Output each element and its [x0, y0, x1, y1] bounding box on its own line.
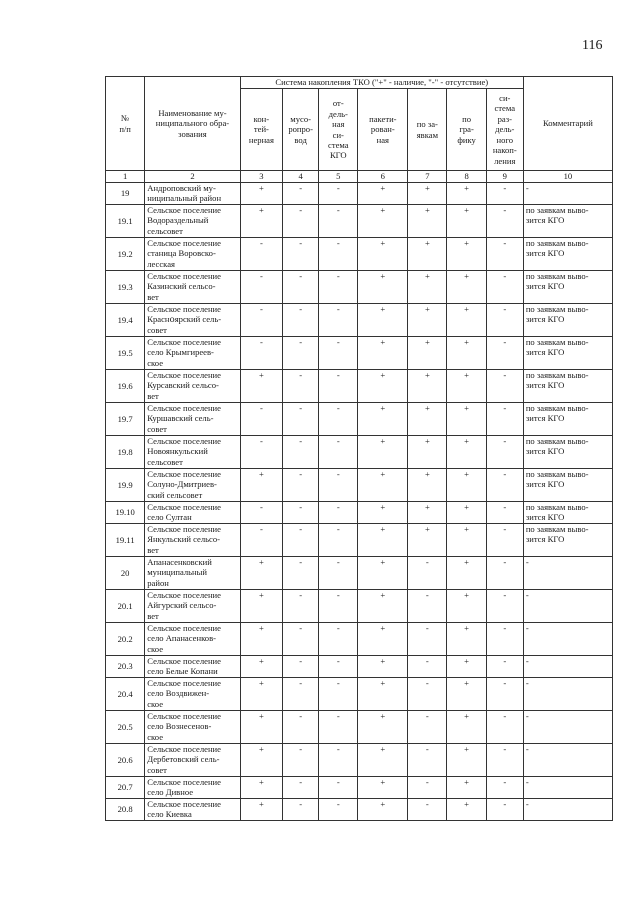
row-municipality-name: Сельское поселение Казинский сельсо- вет — [145, 271, 240, 304]
row-system-value: - — [240, 502, 282, 524]
row-system-value: + — [408, 205, 447, 238]
row-system-value: + — [240, 678, 282, 711]
row-system-value: - — [319, 799, 358, 821]
row-system-value: - — [408, 623, 447, 656]
row-system-value: + — [358, 238, 408, 271]
header-chute — [283, 89, 319, 171]
row-municipality-name: Сельское поселение село Апанасенков- ское — [145, 623, 240, 656]
row-system-value: - — [319, 502, 358, 524]
row-system-value: - — [240, 403, 282, 436]
row-system-value: + — [447, 777, 486, 799]
row-number: 20.7 — [106, 777, 145, 799]
row-system-value: - — [283, 304, 319, 337]
row-system-value: - — [319, 469, 358, 502]
table-row — [106, 337, 613, 370]
row-system-value: - — [283, 370, 319, 403]
row-system-value: + — [358, 711, 408, 744]
row-system-value: - — [486, 337, 523, 370]
row-system-value: + — [447, 623, 486, 656]
row-system-value: + — [358, 799, 408, 821]
row-system-value: - — [283, 623, 319, 656]
row-municipality-name: Сельское поселение село Дивное — [145, 777, 240, 799]
row-system-value: - — [486, 238, 523, 271]
row-system-value: - — [283, 799, 319, 821]
header-container-label: кон- тей- нерная — [248, 113, 274, 145]
row-system-value: - — [319, 271, 358, 304]
row-municipality-name: Апанасенковский муниципальный район — [145, 557, 240, 590]
row-system-value: + — [240, 744, 282, 777]
row-system-value: - — [486, 678, 523, 711]
row-comment: по заявкам выво- зится КГО — [523, 403, 612, 436]
row-system-value: + — [240, 623, 282, 656]
row-system-value: - — [486, 436, 523, 469]
row-number: 19.8 — [106, 436, 145, 469]
row-system-value: - — [319, 711, 358, 744]
row-system-value: + — [358, 524, 408, 557]
row-system-value: - — [283, 271, 319, 304]
row-system-value: - — [319, 370, 358, 403]
row-system-value: + — [447, 183, 486, 205]
table-row — [106, 304, 613, 337]
row-comment: - — [523, 183, 612, 205]
row-municipality-name: Сельское поселение Айгурский сельсо- вет — [145, 590, 240, 623]
table-row — [106, 524, 613, 557]
row-system-value: + — [408, 502, 447, 524]
table-row — [106, 436, 613, 469]
header-comment — [523, 77, 612, 171]
row-comment: по заявкам выво- зится КГО — [523, 469, 612, 502]
row-municipality-name: Сельское поселение Дербетовский сель- совет — [145, 744, 240, 777]
row-municipality-name: Сельское поселение село Белые Копани — [145, 656, 240, 678]
row-number: 20.8 — [106, 799, 145, 821]
row-comment: - — [523, 678, 612, 711]
column-number: 4 — [283, 171, 319, 183]
table-row — [106, 469, 613, 502]
row-system-value: + — [358, 678, 408, 711]
row-number: 19.5 — [106, 337, 145, 370]
row-system-value: - — [408, 799, 447, 821]
row-system-value: - — [319, 337, 358, 370]
row-system-value: + — [240, 370, 282, 403]
row-system-value: - — [319, 777, 358, 799]
row-comment: - — [523, 799, 612, 821]
row-number: 20.1 — [106, 590, 145, 623]
row-number: 19.9 — [106, 469, 145, 502]
row-number: 20.2 — [106, 623, 145, 656]
row-comment: - — [523, 744, 612, 777]
row-comment: по заявкам выво- зится КГО — [523, 337, 612, 370]
row-system-value: - — [319, 623, 358, 656]
row-system-value: - — [486, 370, 523, 403]
row-system-value: - — [319, 304, 358, 337]
row-system-value: - — [319, 656, 358, 678]
row-system-value: - — [319, 557, 358, 590]
row-system-value: - — [408, 711, 447, 744]
row-number: 20 — [106, 557, 145, 590]
row-system-value: - — [408, 777, 447, 799]
row-system-value: - — [283, 238, 319, 271]
column-number: 9 — [486, 171, 523, 183]
row-municipality-name: Сельское поселение Янкульский сельсо- вет — [145, 524, 240, 557]
row-system-value: + — [358, 436, 408, 469]
header-number — [106, 77, 145, 171]
row-number: 20.3 — [106, 656, 145, 678]
row-number: 19.2 — [106, 238, 145, 271]
row-system-value: - — [486, 557, 523, 590]
row-number: 19 — [106, 183, 145, 205]
row-system-value: + — [240, 183, 282, 205]
column-number: 10 — [523, 171, 612, 183]
row-system-value: - — [283, 777, 319, 799]
row-system-value: - — [486, 656, 523, 678]
row-system-value: - — [486, 524, 523, 557]
row-system-value: - — [240, 524, 282, 557]
row-municipality-name: Сельское поселение Новоянкульский сельсовет — [145, 436, 240, 469]
row-system-value: + — [358, 370, 408, 403]
row-system-value: + — [447, 744, 486, 777]
row-system-value: - — [283, 205, 319, 238]
row-system-value: - — [486, 799, 523, 821]
row-comment: - — [523, 711, 612, 744]
row-system-value: - — [283, 656, 319, 678]
row-municipality-name: Сельское поселение село Киевка — [145, 799, 240, 821]
row-system-value: + — [408, 370, 447, 403]
row-system-value: + — [240, 205, 282, 238]
row-system-value: - — [486, 623, 523, 656]
table-row — [106, 744, 613, 777]
row-municipality-name: Сельское поселение село Крымгиреев- ское — [145, 337, 240, 370]
header-comment-label: Комментарий — [542, 118, 593, 129]
row-system-value: + — [447, 205, 486, 238]
row-system-value: + — [240, 590, 282, 623]
row-comment: - — [523, 777, 612, 799]
table-row — [106, 238, 613, 271]
row-system-value: - — [283, 744, 319, 777]
row-system-value: - — [486, 469, 523, 502]
row-system-value: + — [447, 370, 486, 403]
row-system-value: + — [447, 304, 486, 337]
row-system-value: - — [240, 337, 282, 370]
row-system-value: - — [486, 502, 523, 524]
page-number: 116 — [582, 38, 603, 53]
row-number: 19.10 — [106, 502, 145, 524]
row-number: 20.6 — [106, 744, 145, 777]
row-comment: по заявкам выво- зится КГО — [523, 304, 612, 337]
row-system-value: - — [240, 304, 282, 337]
row-system-value: - — [486, 403, 523, 436]
row-system-value: + — [408, 238, 447, 271]
row-system-value: + — [447, 502, 486, 524]
row-system-value: - — [283, 502, 319, 524]
table-row — [106, 711, 613, 744]
header-number-label: № п/п — [119, 113, 131, 134]
row-system-value: + — [240, 777, 282, 799]
row-comment: - — [523, 623, 612, 656]
row-system-value: + — [447, 436, 486, 469]
row-system-value: + — [408, 524, 447, 557]
table-row — [106, 370, 613, 403]
row-system-value: - — [319, 436, 358, 469]
row-comment: - — [523, 656, 612, 678]
row-municipality-name: Сельское поселение село Султан — [145, 502, 240, 524]
row-municipality-name: Сельское поселение станица Воровско- лесская — [145, 238, 240, 271]
row-municipality-name: Сельское поселение Краснօярский сель- совет — [145, 304, 240, 337]
column-number: 7 — [408, 171, 447, 183]
header-on-request-label: по за- явкам — [416, 119, 439, 140]
row-system-value: + — [447, 403, 486, 436]
column-number: 8 — [447, 171, 486, 183]
table-row — [106, 777, 613, 799]
row-system-value: + — [358, 469, 408, 502]
row-system-value: - — [283, 557, 319, 590]
row-number: 20.4 — [106, 678, 145, 711]
row-system-value: + — [358, 271, 408, 304]
waste-accumulation-table — [105, 76, 613, 821]
column-number: 3 — [240, 171, 282, 183]
row-system-value: + — [240, 799, 282, 821]
row-municipality-name: Сельское поселение село Вознесенов- ское — [145, 711, 240, 744]
column-number: 2 — [145, 171, 240, 183]
row-municipality-name: Андроповский му- ниципальный район — [145, 183, 240, 205]
row-system-value: - — [408, 656, 447, 678]
header-separate-label: си- стема раз- дель- ного накоп- ления — [492, 93, 517, 166]
row-system-value: - — [408, 744, 447, 777]
row-system-value: + — [447, 711, 486, 744]
row-system-value: - — [283, 469, 319, 502]
header-packaged-label: пакети- рован- ная — [369, 113, 397, 145]
row-system-value: + — [447, 524, 486, 557]
row-comment: по заявкам выво- зится КГО — [523, 524, 612, 557]
row-system-value: + — [358, 777, 408, 799]
row-municipality-name: Сельское поселение Водораздельный сельсовет — [145, 205, 240, 238]
row-system-value: - — [283, 524, 319, 557]
row-system-value: + — [358, 557, 408, 590]
table-row — [106, 623, 613, 656]
row-system-value: - — [319, 403, 358, 436]
row-system-value: - — [486, 271, 523, 304]
table-row — [106, 502, 613, 524]
row-comment: по заявкам выво- зится КГО — [523, 436, 612, 469]
row-municipality-name: Сельское поселение село Воздвижен- ское — [145, 678, 240, 711]
header-system-group-label: Система накопления ТКО ("+" - наличие, "-" - отсутствие) — [275, 77, 489, 88]
row-number: 19.11 — [106, 524, 145, 557]
row-system-value: + — [447, 799, 486, 821]
table-row — [106, 590, 613, 623]
row-system-value: - — [319, 238, 358, 271]
row-system-value: - — [319, 678, 358, 711]
row-system-value: + — [447, 337, 486, 370]
row-municipality-name: Сельское поселение Курсавский сельсо- вет — [145, 370, 240, 403]
row-system-value: + — [358, 744, 408, 777]
row-number: 19.3 — [106, 271, 145, 304]
row-system-value: + — [358, 205, 408, 238]
column-numbers-row — [106, 171, 613, 183]
row-system-value: - — [319, 183, 358, 205]
header-name-label: Наименование му- ниципального обра- зования — [155, 107, 230, 139]
row-system-value: - — [240, 436, 282, 469]
row-system-value: + — [358, 502, 408, 524]
row-system-value: - — [319, 744, 358, 777]
row-system-value: - — [283, 403, 319, 436]
row-comment: - — [523, 590, 612, 623]
header-on-request — [408, 89, 447, 171]
row-comment: по заявкам выво- зится КГО — [523, 502, 612, 524]
row-system-value: - — [486, 205, 523, 238]
row-system-value: + — [240, 557, 282, 590]
row-system-value: - — [240, 271, 282, 304]
row-number: 20.5 — [106, 711, 145, 744]
header-container — [240, 89, 282, 171]
row-system-value: - — [283, 590, 319, 623]
row-system-value: - — [319, 205, 358, 238]
header-chute-label: мусо- ропро- вод — [288, 113, 313, 145]
row-comment: по заявкам выво- зится КГО — [523, 370, 612, 403]
row-system-value: - — [486, 183, 523, 205]
table-row — [106, 656, 613, 678]
header-separate — [486, 89, 523, 171]
row-system-value: + — [447, 271, 486, 304]
table-row — [106, 271, 613, 304]
row-number: 19.7 — [106, 403, 145, 436]
row-system-value: - — [283, 183, 319, 205]
row-system-value: + — [447, 656, 486, 678]
header-on-schedule-label: по гра- фику — [457, 113, 476, 145]
header-kgo-system — [319, 89, 358, 171]
row-system-value: - — [486, 304, 523, 337]
row-system-value: + — [447, 678, 486, 711]
row-municipality-name: Сельское поселение Солуно-Дмитриев- ский сельсовет — [145, 469, 240, 502]
table-row — [106, 403, 613, 436]
header-kgo-system-label: от- дель- ная си- стема КГО — [328, 98, 349, 161]
row-system-value: - — [486, 711, 523, 744]
row-system-value: + — [358, 337, 408, 370]
row-system-value: + — [358, 656, 408, 678]
row-system-value: - — [486, 590, 523, 623]
row-comment: - — [523, 557, 612, 590]
row-system-value: + — [447, 238, 486, 271]
row-system-value: - — [283, 711, 319, 744]
header-system-group — [240, 77, 523, 89]
table-row — [106, 557, 613, 590]
table-row — [106, 678, 613, 711]
row-system-value: + — [240, 469, 282, 502]
column-number: 6 — [358, 171, 408, 183]
row-number: 19.6 — [106, 370, 145, 403]
row-system-value: + — [358, 304, 408, 337]
row-system-value: - — [240, 238, 282, 271]
row-system-value: - — [283, 337, 319, 370]
row-system-value: + — [358, 403, 408, 436]
row-system-value: - — [283, 678, 319, 711]
row-system-value: + — [358, 590, 408, 623]
row-system-value: - — [319, 590, 358, 623]
column-number: 5 — [319, 171, 358, 183]
row-system-value: - — [486, 777, 523, 799]
table-row — [106, 205, 613, 238]
row-municipality-name: Сельское поселение Куршавский сель- совет — [145, 403, 240, 436]
row-system-value: + — [240, 656, 282, 678]
row-system-value: + — [408, 271, 447, 304]
header-name — [145, 77, 240, 171]
table-row — [106, 799, 613, 821]
row-system-value: + — [408, 403, 447, 436]
row-system-value: - — [283, 436, 319, 469]
row-comment: по заявкам выво- зится КГО — [523, 271, 612, 304]
row-comment: по заявкам выво- зится КГО — [523, 205, 612, 238]
row-system-value: + — [447, 469, 486, 502]
row-system-value: + — [447, 590, 486, 623]
header-packaged — [358, 89, 408, 171]
row-system-value: + — [408, 469, 447, 502]
row-system-value: + — [240, 711, 282, 744]
row-system-value: + — [447, 557, 486, 590]
row-system-value: - — [486, 744, 523, 777]
row-system-value: - — [408, 678, 447, 711]
row-system-value: + — [408, 304, 447, 337]
row-system-value: + — [358, 183, 408, 205]
row-system-value: + — [408, 337, 447, 370]
row-number: 19.4 — [106, 304, 145, 337]
row-system-value: + — [358, 623, 408, 656]
table-body — [106, 183, 613, 821]
row-number: 19.1 — [106, 205, 145, 238]
header-on-schedule — [447, 89, 486, 171]
row-system-value: + — [408, 183, 447, 205]
row-system-value: - — [408, 590, 447, 623]
row-system-value: - — [319, 524, 358, 557]
row-comment: по заявкам выво- зится КГО — [523, 238, 612, 271]
row-system-value: + — [408, 436, 447, 469]
column-number: 1 — [106, 171, 145, 183]
row-system-value: - — [408, 557, 447, 590]
table-row — [106, 183, 613, 205]
